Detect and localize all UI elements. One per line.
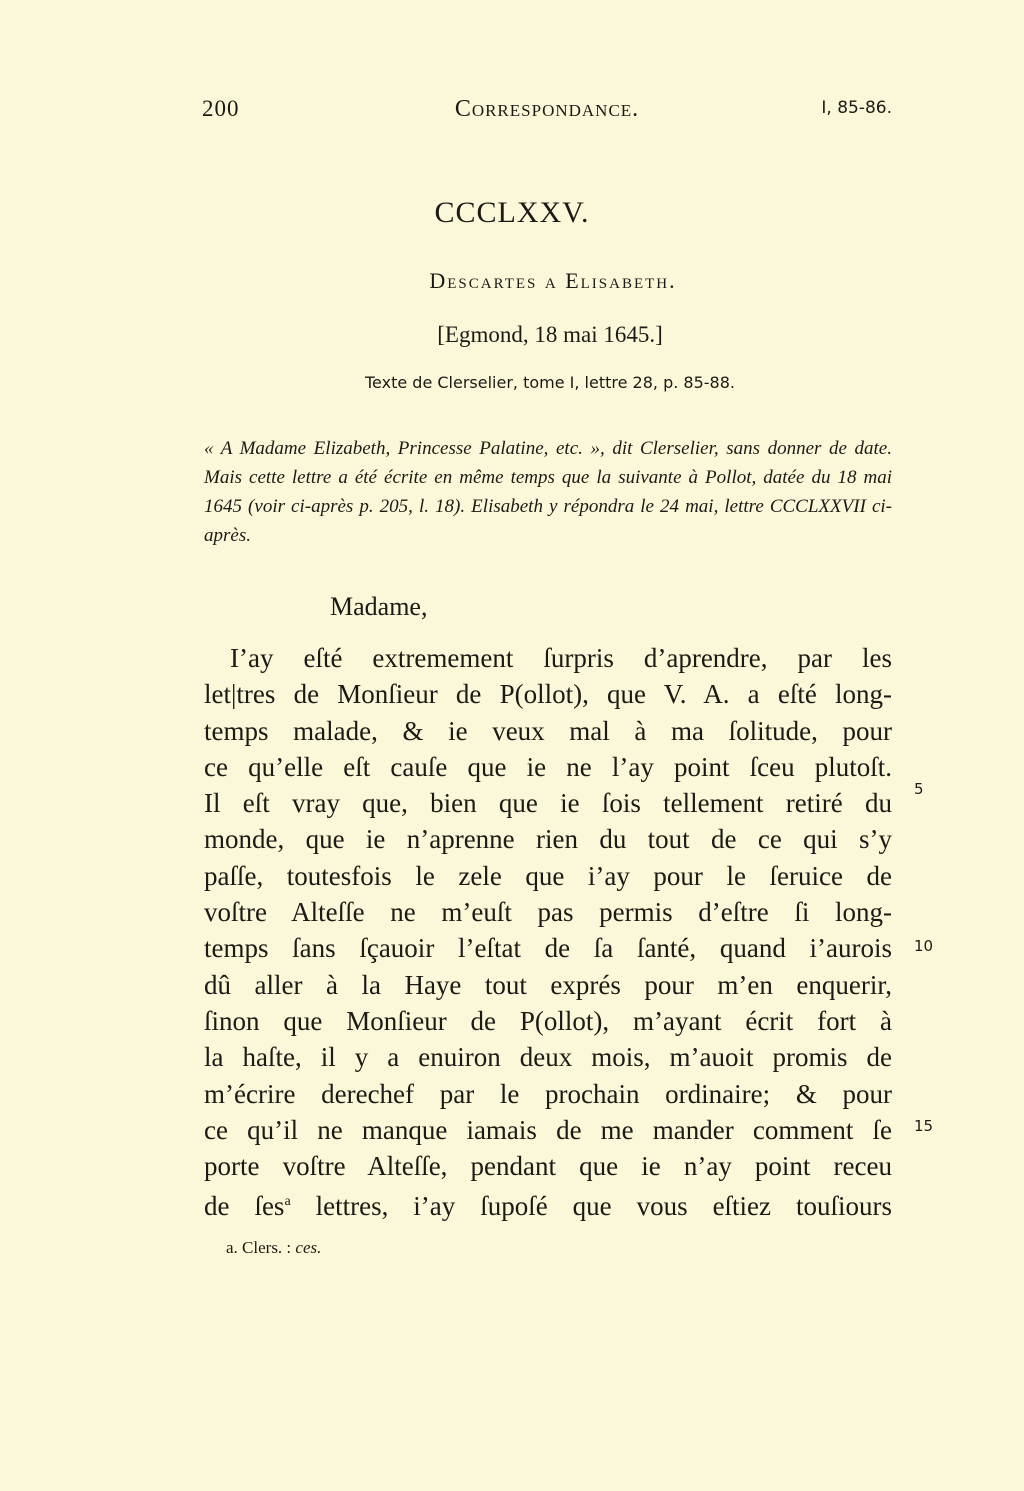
running-title: Correspondance. (454, 96, 640, 122)
body-line: voſtre Alteſſe ne m’euſt pas permis d’eſtre ſi long- (204, 897, 892, 928)
page-reference: I, 85-86. (821, 98, 892, 118)
body-line: ce qu’elle eſt cauſe que ie ne l’ay point ſceu plutoſt. (204, 751, 892, 782)
running-head (202, 96, 892, 128)
body-line: dû aller à la Haye tout exprés pour m’en enquerir, (204, 969, 892, 1000)
body-line: ce qu’il ne manque iamais de me mander comment ſe (204, 1114, 892, 1145)
body-line: Il eſt vray que, bien que ie ſois tellement retiré du (204, 788, 892, 819)
body-line: temps ſans ſçauoir l’eſtat de ſa ſanté, quand i’aurois (204, 933, 892, 964)
line-number: 10 (914, 937, 934, 955)
footnote-reading: ces. (295, 1238, 322, 1257)
body-line: I’ay eſté extremement ſurpris d’aprendre, par les (230, 643, 892, 673)
source-note: Texte de Clerselier, tome I, lettre 28, p. 85-88. (365, 373, 735, 392)
line-number: 5 (914, 780, 924, 798)
line-number: 15 (914, 1117, 934, 1135)
letter-body (204, 640, 892, 1221)
footnote (226, 1238, 321, 1258)
body-line: la haſte, il y a enuiron deux mois, m’auoit promis de (204, 1042, 892, 1073)
footnote-marker: a (284, 1194, 291, 1210)
body-line: let|tres de Monſieur de P(ollot), que V. A. a eſté long- (204, 679, 892, 710)
salutation: Madame, (330, 592, 428, 621)
editorial-note: « A Madame Elizabeth, Princesse Palatine, etc. », dit Clerselier, sans donner de date. Mais cette lettre a été écrite en même temps que la suivante à Pollot, datée du 18 mai 1645 (voir ci-après p. 205, l. 18). Elisabeth y répondra le 24 mai, lettre CCCLXXVII ci-après. (204, 438, 892, 546)
footnote-label: a. Clers. : (226, 1238, 292, 1257)
body-line: monde, que ie n’aprenne rien du tout de ce qui s’y (204, 824, 892, 855)
body-line: ſinon que Monſieur de P(ollot), m’ayant écrit fort à (204, 1005, 892, 1036)
page-number: 200 (202, 96, 240, 121)
body-line: paſſe, toutesfois le zele que i’ay pour le ſeruice de (204, 860, 892, 891)
letter-date: [Egmond, 18 mai 1645.] (437, 322, 663, 347)
body-line: porte voſtre Alteſſe, pendant que ie n’ay point receu (204, 1151, 892, 1182)
letter-number: CCCLXXV. (434, 196, 590, 229)
body-line: temps malade, & ie veux mal à ma ſolitude, pour (204, 715, 892, 746)
letter-title: Descartes a Elisabeth. (429, 268, 677, 293)
body-line: m’écrire derechef par le prochain ordinaire; & pour (204, 1078, 892, 1109)
body-line: de ſes$^a$ lettres, i’ay ſupoſé que vous eſtiez touſiours (204, 1191, 892, 1222)
